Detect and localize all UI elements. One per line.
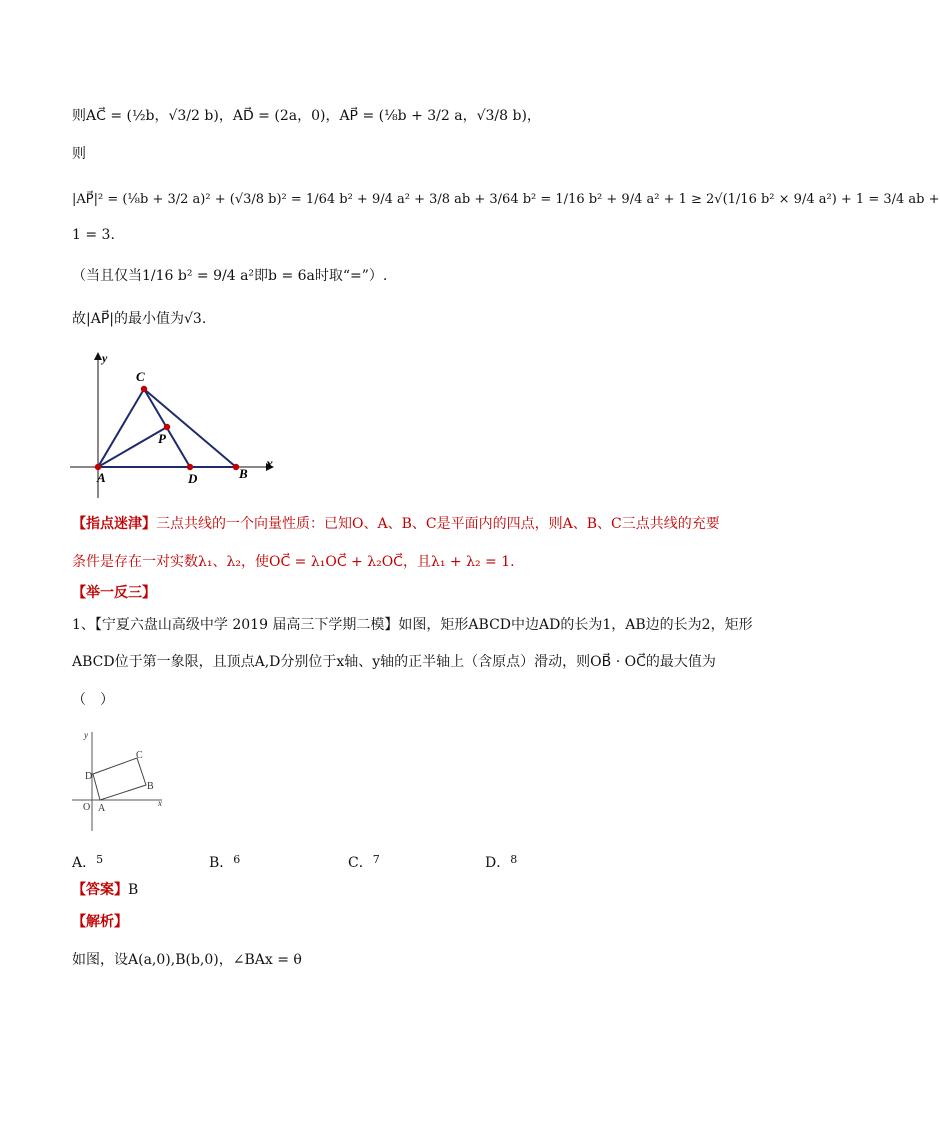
section-title: 【举一反三】 — [72, 585, 156, 601]
label-c: C — [136, 750, 143, 761]
solution-line-3: |AP⃗|² = (⅛b + 3/2 a)² + (√3/8 b)² = 1/64 b² + 9/4 a² + 3/8 ab + 3/64 b² = 1/16 b² + 9/4 a² + 1 ≥ 2√(1/16 b² × 9/4 a²) + 1 = 3/4 ab + — [72, 192, 940, 207]
option-d-value: 8 — [510, 853, 518, 866]
rectangle-abcd — [93, 758, 146, 800]
solution-line-4: 1 = 3. — [72, 227, 115, 243]
problem-line-1: 1、【宁夏六盘山高级中学 2019 届高三下学期二模】如图，矩形ABCD中边AD的长为1，AB边的长为2，矩形 — [72, 617, 753, 633]
option-d — [485, 850, 517, 873]
option-c-value: 7 — [372, 853, 380, 866]
y-axis-label: y — [84, 730, 88, 740]
x-axis-label: x — [266, 457, 273, 472]
tip-line-2: 条件是存在一对实数λ₁、λ₂，使OC⃗ = λ₁OC⃗ + λ₂OC⃗，且λ₁ + λ₂ = 1. — [72, 554, 515, 570]
option-b — [209, 850, 240, 873]
option-b-letter: B． — [209, 855, 234, 871]
option-d-letter: D． — [485, 855, 511, 871]
analysis-label: 【解析】 — [72, 914, 128, 930]
option-a-letter: A． — [72, 855, 97, 871]
label-d: D — [188, 471, 198, 486]
label-a: A — [97, 470, 106, 485]
point-d — [187, 464, 193, 470]
option-c-letter: C． — [348, 855, 373, 871]
point-c — [141, 386, 147, 392]
option-c — [348, 850, 380, 873]
point-p — [164, 424, 170, 430]
triangle-figure — [70, 348, 290, 503]
answer-line — [72, 880, 138, 900]
tip-label: 【指点迷津】 — [72, 516, 156, 532]
label-a: A — [98, 803, 106, 814]
solution-line-1: 则AC⃗ = (½b，√3/2 b)，AD⃗ = (2a，0)，AP⃗ = (⅛b + 3/2 a，√3/8 b)， — [72, 108, 541, 124]
label-b: B — [147, 781, 154, 792]
label-b: B — [239, 466, 248, 481]
analysis-text: 如图，设A(a,0),B(b,0)，∠BAx = θ — [72, 952, 302, 968]
label-c: C — [136, 369, 145, 384]
y-axis-label: y — [102, 351, 108, 365]
tip-text-1: 三点共线的一个向量性质：已知O、A、B、C是平面内的四点，则A、B、C三点共线的充要 — [156, 516, 720, 532]
label-p: P — [158, 431, 166, 446]
answer-value: B — [128, 882, 139, 898]
option-a — [72, 850, 103, 873]
label-o: O — [83, 802, 91, 813]
solution-line-2: 则 — [72, 146, 86, 162]
x-axis-label: x — [158, 798, 162, 808]
answer-label: 【答案】 — [72, 882, 128, 898]
problem-line-3: （ ） — [72, 692, 114, 708]
rectangle-figure — [70, 728, 180, 836]
option-b-value: 6 — [233, 853, 241, 866]
solution-line-5: （当且仅当1/16 b² = 9/4 a²即b = 6a时取“=”）. — [72, 268, 388, 284]
label-d: D — [85, 771, 93, 782]
problem-line-2: ABCD位于第一象限，且顶点A,D分别位于x轴、y轴的正半轴上（含原点）滑动，则OB⃗ · OC⃗的最大值为 — [72, 654, 716, 670]
tip-line-1 — [72, 514, 720, 534]
solution-line-6: 故|AP⃗|的最小值为√3. — [72, 311, 207, 327]
option-a-value: 5 — [96, 853, 104, 866]
